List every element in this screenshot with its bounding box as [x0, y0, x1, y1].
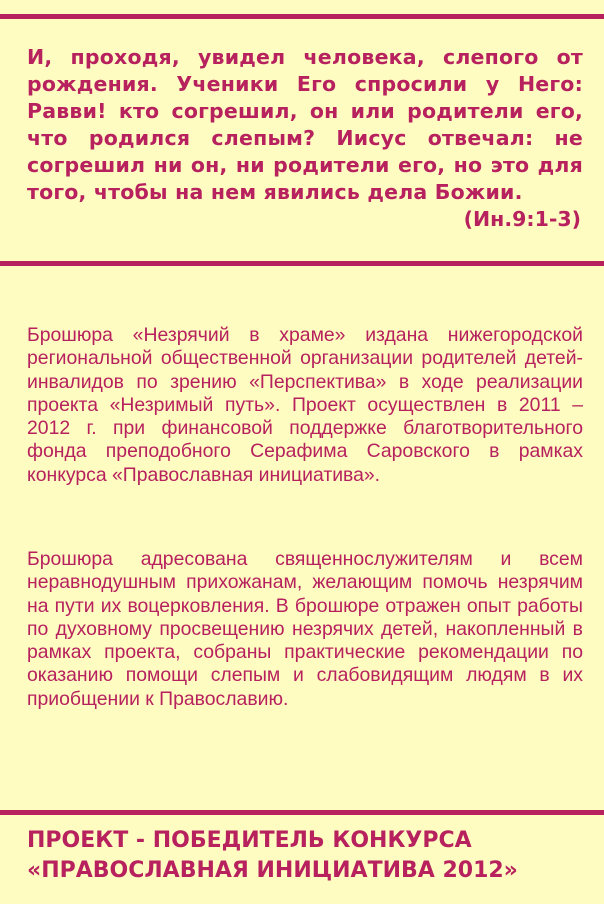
bottom-divider: [0, 810, 604, 815]
description-paragraph-2: Брошюра адресована священнослужителям и всем неравнодушным прихожанам, желающим помочь незрячим на пути их воцерковления. В брошюре отражен опыт работы по духовному просвещению незрячих детей, накопленный в рамках проекта, собраны практические рекомендации по оказанию помощи слепым и слабовидящим людям в их приобщении к Православию.: [27, 548, 583, 710]
footer-title: [27, 826, 587, 886]
description-paragraph-1: Брошюра «Незрячий в храме» издана нижегородской региональной общественной организации родителей детей-инвалидов по зрению «Перспектива» в ходе реализации проекта «Незримый путь». Проект осуществлен в 2011 – 2012 г. при финансовой поддержке благотворительного фонда преподобного Серафима Саровского в рамках конкурса «Православная инициатива».: [27, 324, 583, 486]
top-divider: [0, 14, 604, 19]
footer-line-2: «ПРАВОСЛАВНАЯ ИНИЦИАТИВА 2012»: [27, 858, 518, 883]
footer-line-1: ПРОЕКТ - ПОБЕДИТЕЛЬ КОНКУРСА: [27, 828, 472, 853]
scripture-quote: И, проходя, увидел человека, слепого от рождения. Ученики Его спросили у Него: Равви! кто согрешил, он или родители его, что родился слепым? Иисус отвечал: не согрешил ни он, ни родители его, но это для того, чтобы на нем явились дела Божии.: [27, 45, 583, 204]
middle-divider: [0, 261, 604, 266]
scripture-reference: (Ин.9:1-3): [463, 207, 581, 231]
